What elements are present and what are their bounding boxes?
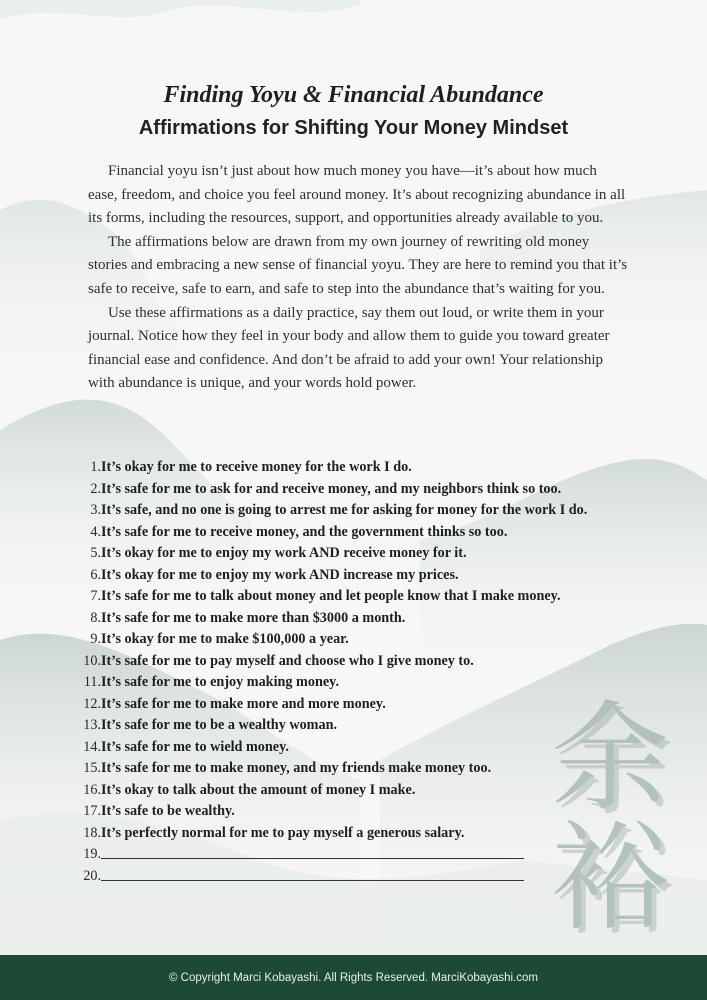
page-title: Finding Yoyu & Financial Abundance <box>163 82 544 108</box>
affirmation-text: It’s safe for me to be a wealthy woman. <box>101 717 338 733</box>
affirmation-text: It’s safe for me to make more than $3000 a month. <box>101 609 406 626</box>
affirmation-text: It’s safe for me to ask for and receive money, and my neighbors think so too. <box>101 480 562 497</box>
write-in-line[interactable] <box>101 844 524 859</box>
affirmation-text: It’s okay for me to make $100,000 a year. <box>101 631 349 647</box>
affirmation-text: It’s safe for me to make money, and my friends make money too. <box>101 760 492 776</box>
item-number: 5. <box>90 545 101 561</box>
affirmation-item <box>74 694 654 716</box>
item-number: 20. <box>83 867 101 884</box>
affirmation-text: It’s safe to be wealthy. <box>101 803 235 819</box>
affirmation-item <box>74 500 654 522</box>
affirmation-item <box>74 565 654 587</box>
affirmation-text: It’s safe for me to receive money, and the government thinks so too. <box>101 523 508 540</box>
item-number: 14. <box>83 738 101 755</box>
affirmation-text: It’s okay for me to receive money for the work I do. <box>101 459 412 475</box>
affirmation-item <box>74 672 654 694</box>
item-number: 7. <box>90 588 101 604</box>
affirmation-text: It’s safe for me to talk about money and let people know that I make money. <box>101 588 561 604</box>
affirmation-item <box>74 608 654 630</box>
footer-bar <box>0 955 707 1000</box>
item-number: 8. <box>90 609 101 626</box>
affirmation-item <box>74 737 654 759</box>
item-number: 16. <box>83 781 101 798</box>
item-number: 1. <box>90 459 101 475</box>
item-number: 11. <box>83 674 101 690</box>
kanji-yu: 裕 <box>550 809 669 947</box>
affirmation-text: It’s okay to talk about the amount of money I make. <box>101 781 416 798</box>
affirmation-item <box>74 651 654 673</box>
affirmation-item <box>74 823 654 845</box>
affirmation-item <box>74 479 654 501</box>
affirmations-list <box>74 457 654 887</box>
item-number: 3. <box>90 502 101 518</box>
item-number: 18. <box>83 824 101 841</box>
item-number: 2. <box>90 480 101 497</box>
affirmation-text: It’s safe for me to pay myself and choose who I give money to. <box>101 652 474 669</box>
item-number: 17. <box>83 803 101 819</box>
blank-affirmation-item <box>74 844 654 866</box>
kanji-yo: 余 <box>550 689 669 827</box>
affirmation-item <box>74 586 654 608</box>
copyright-text: © Copyright Marci Kobayashi. All Rights Reserved. MarciKobayashi.com <box>169 971 538 984</box>
affirmation-text: It’s safe, and no one is going to arrest me for asking for money for the work I do. <box>101 502 588 518</box>
affirmation-item <box>74 522 654 544</box>
affirmation-item <box>74 758 654 780</box>
affirmation-item <box>74 629 654 651</box>
intro-paragraph: The affirmations below are drawn from my own journey of rewriting old money stories and embracing a new sense of financial yoyu. They are here to remind you that it’s safe to receive, safe to earn, and safe to step into the abundance that’s waiting for you. <box>88 233 628 297</box>
item-number: 13. <box>83 717 101 733</box>
item-number: 12. <box>83 695 101 712</box>
write-in-line[interactable] <box>101 866 524 881</box>
item-number: 9. <box>90 631 101 647</box>
affirmation-text: It’s safe for me to enjoy making money. <box>101 674 340 690</box>
affirmation-item <box>74 801 654 823</box>
affirmation-text: It’s okay for me to enjoy my work AND increase my prices. <box>101 566 459 583</box>
item-number: 19. <box>83 846 101 862</box>
intro-paragraph: Financial yoyu isn’t just about how much money you have—it’s about how much ease, freedom, and choice you feel around money. It’s about recognizing abundance in all its forms, including the resources, support, and opportunities already available to you. <box>88 163 626 227</box>
affirmation-item <box>74 780 654 802</box>
intro-paragraph: Use these affirmations as a daily practice, say them out loud, or write them in your journal. Notice how they feel in your body and allow them to guide you toward greater financial ease and confidence. And don’t be afraid to add your own! Your relationship with abundance is unique, and your words hold power. <box>88 304 610 392</box>
affirmation-item <box>74 457 654 479</box>
affirmation-text: It’s safe for me to make more and more money. <box>101 695 386 712</box>
item-number: 6. <box>90 566 101 583</box>
item-number: 10. <box>83 652 101 669</box>
page-subtitle: Affirmations for Shifting Your Money Mindset <box>138 117 569 139</box>
blank-affirmation-item <box>74 866 654 888</box>
affirmation-text: It’s safe for me to wield money. <box>101 738 289 755</box>
affirmation-text: It’s okay for me to enjoy my work AND receive money for it. <box>101 545 467 561</box>
affirmation-item <box>74 715 654 737</box>
item-number: 4. <box>90 523 101 540</box>
intro-text <box>88 160 628 396</box>
item-number: 15. <box>83 760 101 776</box>
affirmation-text: It’s perfectly normal for me to pay myself a generous salary. <box>101 824 465 841</box>
affirmation-item <box>74 543 654 565</box>
